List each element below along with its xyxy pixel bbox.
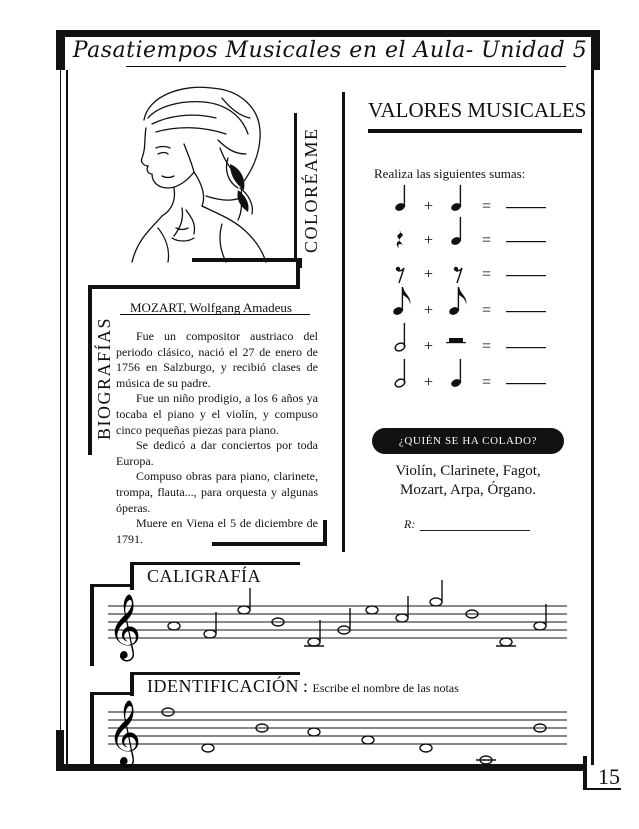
equals-sign: = xyxy=(482,302,492,319)
plus-sign: + xyxy=(424,198,434,215)
answer-label: R: xyxy=(404,517,416,531)
options-line: Mozart, Arpa, Órgano. xyxy=(400,482,536,498)
treble-clef-icon: 𝄞 xyxy=(108,700,142,765)
plus-sign: + xyxy=(424,338,434,355)
biography-label: BIOGRAFÍAS xyxy=(94,316,114,440)
bio-paragraph: Muere en Viena el 5 de diciembre de 1791. xyxy=(116,516,318,546)
plus-sign: + xyxy=(424,374,434,391)
equals-sign: = xyxy=(482,374,492,391)
plus-sign: + xyxy=(424,266,434,283)
identification-heading: IDENTIFICACIÓN xyxy=(147,676,299,696)
equals-sign: = xyxy=(482,232,492,249)
equals-sign: = xyxy=(482,338,492,355)
identification-instruction: Escribe el nombre de las notas xyxy=(312,681,459,695)
page-number: 15 xyxy=(598,764,620,789)
equals-sign: = xyxy=(482,266,492,283)
plus-sign: + xyxy=(424,232,434,249)
calligraphy-heading: CALIGRAFÍA xyxy=(147,566,262,586)
bio-paragraph: Se dedicó a dar conciertos por toda Europa. xyxy=(116,438,318,468)
options-line: Violín, Clarinete, Fagot, xyxy=(395,463,541,479)
treble-clef-icon: 𝄞 xyxy=(108,594,142,659)
bio-paragraph: Compuso obras para piano, clarinete, trompa, flauta..., para orquesta y algunas óperas. xyxy=(116,469,318,515)
values-heading: VALORES MUSICALES xyxy=(368,98,587,122)
biography-name: MOZART, Wolfgang Amadeus xyxy=(130,300,292,315)
identification-colon: : xyxy=(302,676,309,696)
intruder-badge: ¿QUIÉN SE HA COLADO? xyxy=(372,428,564,454)
page-title: Pasatiempos Musicales en el Aula- Unidad 5 xyxy=(72,38,588,63)
equals-sign: = xyxy=(482,198,492,215)
values-instruction: Realiza las siguientes sumas: xyxy=(374,166,526,181)
plus-sign: + xyxy=(424,302,434,319)
bio-paragraph: Fue un niño prodigio, a los 6 años ya tocaba el piano y el violín, y compuso cinco pequeñas piezas para piano. xyxy=(116,391,318,437)
coloring-label: COLORÉAME xyxy=(301,127,321,253)
bio-paragraph: Fue un compositor austriaco del periodo clásico, nació el 27 de enero de 1756 en Salzburgo, y recibió clases de música de su padre. xyxy=(116,329,318,390)
